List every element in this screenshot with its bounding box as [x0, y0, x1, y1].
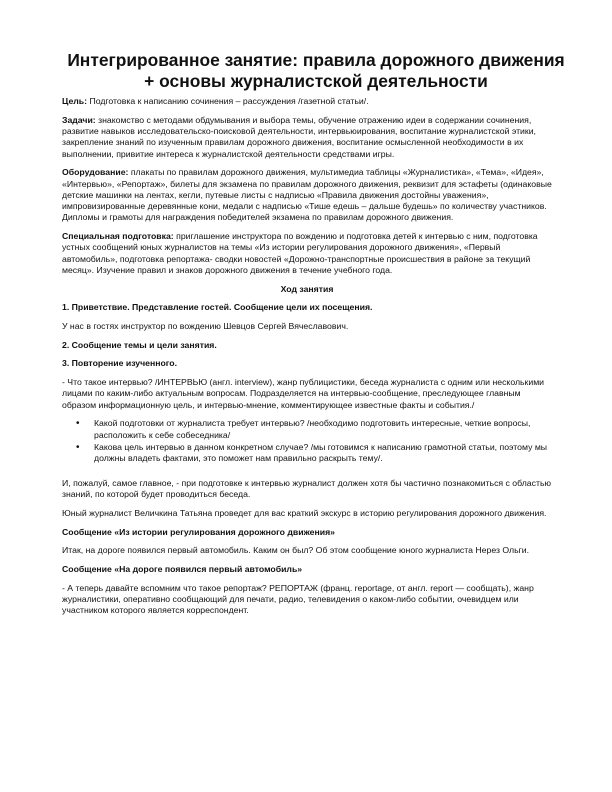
- goal-label: Цель:: [62, 96, 88, 106]
- equipment-label: Оборудование:: [62, 167, 129, 178]
- report1-heading: [62, 527, 552, 538]
- step2-heading: [62, 340, 552, 351]
- equipment-paragraph: [62, 167, 552, 223]
- document-body: [62, 96, 552, 624]
- goal-paragraph: [62, 96, 552, 107]
- list-item: • Какой подготовки от журналиста требует интервью? /необходимо подготовить интересные, четкие вопросы, расположить к себе собеседника/: [94, 418, 552, 441]
- course-heading-text: Ход занятия: [280, 283, 334, 294]
- course-heading: [62, 284, 552, 295]
- page-title: Интегрированное занятие: правила дорожного движения + основы журналистской деятельности: [67, 50, 565, 91]
- prep-text: приглашение инструктора по вождению и подготовка детей к интервью с ним, подготовка устных сообщений юных журналистов на темы «Из истории регулирования дорожного движения», «Первый автомобиль», подготовка репортажа- сводки новостей «Дорожно-транспортные происшествия в районе за текущий месяц». Изучение правил и знаков дорожного движения в течение учебного года.: [62, 231, 538, 276]
- tasks-paragraph: [62, 115, 552, 160]
- report2-heading: [62, 564, 552, 575]
- tasks-label: Задачи:: [62, 114, 96, 125]
- step1-text: У нас в гостях инструктор по вождению Шевцов Сергей Вячеславович.: [62, 321, 349, 332]
- report1-heading-text: Сообщение «Из истории регулирования дорожного движения»: [62, 526, 335, 537]
- report2-text: - А теперь давайте вспомним что такое репортаж? РЕПОРТАЖ (франц. reportage, от англ. report — сообщать), жанр журналистики, оперативно сообщающий для печати, радио, телевидения о каком-либо событии, очевидцем или участником которого является корреспондент.: [62, 582, 534, 616]
- tasks-text: знакомство с методами обдумывания и выбора темы, обучение отражению идеи в содержании сочинения, развитие навыков исследовательско-поисковой деятельности, интервьюирования, воспитание журналистской этики, закрепление знаний по изученным правилам дорожного движения, воспитание осмысленной необходимости в их выполнении, привитие интереса к журналистской деятельности средствами игры.: [62, 114, 536, 159]
- step3-intro: - Что такое интервью? /ИНТЕРВЬЮ (англ. interview), жанр публицистики, беседа журналиста с одним или несколькими лицами по каким-либо актуальным вопросам. Подразделяется на интервью-сообщение, преследующее главным образом информационную цель, и интервью-мнение, комментирующее известные факты и события./: [62, 377, 545, 410]
- equipment-text: плакаты по правилам дорожного движения, мультимедиа таблицы «Журналистика», «Тема», «Идея», «Интервью», «Репортаж», билеты для экзамена по правилам дорожного движения, реквизит для эстафеты (одинаковые детские машинки на лентах, кегли, путевые листы с надписью «Правила движения достойны уважения», импровизированные деревянные кони, медали с надписью «Тише едешь – дальше будешь» по количеству участников. Дипломы и грамоты для награждения победителей экзамена по правилам дорожного движения.: [62, 167, 552, 223]
- prep-label: Специальная подготовка:: [62, 231, 174, 242]
- list-item: • Какова цель интервью в данном конкретном случае? /мы готовимся к написанию грамотной статьи, поэтому мы должны владеть фактами, это поможет нам правильно раскрыть тему/.: [94, 442, 552, 465]
- step1-heading-text: 1. Приветствие. Представление гостей. Сообщение цели их посещения.: [62, 302, 373, 313]
- step3-heading-text: 3. Повторение изученного.: [62, 358, 178, 369]
- step3-bullet-list: [62, 418, 552, 464]
- prep-paragraph: [62, 231, 552, 276]
- goal-text: Подготовка к написанию сочинения – рассуждения /газетной статьи/.: [87, 96, 369, 106]
- report2-heading-text: Сообщение «На дороге появился первый автомобиль»: [62, 564, 303, 575]
- step3-heading: [62, 358, 552, 369]
- step1-heading: [62, 302, 552, 313]
- step3-main: И, пожалуй, самое главное, - при подготовке к интервью журналист должен хотя бы частично познакомиться с областью знаний, по которой будет проводиться беседа.: [62, 478, 551, 500]
- step3-excursion: Юный журналист Величкина Татьяна проведет для вас краткий экскурс в историю регулирования дорожного движения.: [62, 508, 547, 518]
- step2-heading-text: 2. Сообщение темы и цели занятия.: [62, 339, 217, 350]
- report1-text: Итак, на дороге появился первый автомобиль. Каким он был? Об этом сообщение юного журналиста Нерез Ольги.: [62, 545, 530, 556]
